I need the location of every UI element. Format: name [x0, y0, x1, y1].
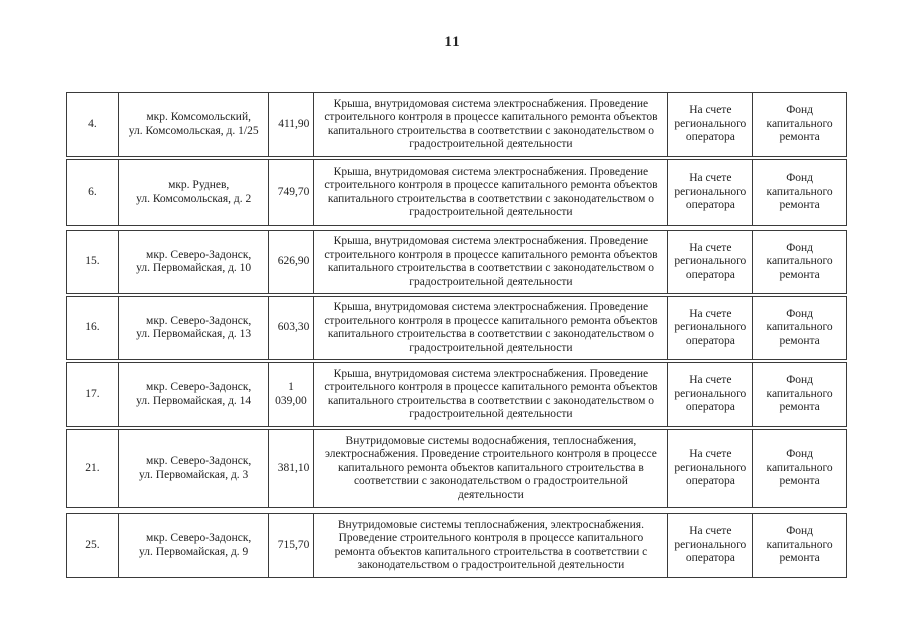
account-type-lines: [674, 242, 746, 283]
account-type-lines: [674, 525, 746, 566]
funding-source: [753, 363, 846, 426]
funding-source-line: ремонта: [779, 401, 820, 414]
account-type-line: На счете: [689, 525, 732, 538]
funding-source-line: ремонта: [779, 334, 820, 347]
account-type-line: На счете: [689, 172, 732, 185]
work-description-line: Крыша, внутридомовая система электроснабжения. Проведение: [333, 165, 649, 178]
funding-source: [753, 297, 846, 359]
funding-source-line: ремонта: [779, 199, 820, 212]
funding-source-line: капитального: [766, 321, 833, 334]
address-district: мкр. Комсомольский,: [146, 111, 251, 123]
work-description-line: капитального строительства в соответствии с законодательством о: [327, 262, 655, 274]
address-street: ул. Первомайская, д. 10: [136, 262, 252, 274]
account-type-line: На счете: [689, 374, 732, 387]
work-description-lines: [324, 166, 657, 220]
address-street: ул. Первомайская, д. 14: [136, 394, 252, 407]
funding-source-lines: [767, 308, 833, 349]
address-cell: [119, 160, 270, 225]
work-description-lines: [324, 301, 657, 355]
account-type: [668, 430, 753, 507]
work-description: [314, 160, 668, 225]
work-description-line: строительного контроля в процессе капитального ремонта объектов: [324, 381, 658, 393]
work-description: [314, 231, 668, 293]
account-type-line: На счете: [689, 307, 732, 320]
address-street: ул. Первомайская, д. 3: [139, 468, 249, 481]
work-description: [314, 430, 668, 507]
account-type-lines: [674, 374, 746, 415]
account-type-line: регионального: [674, 461, 747, 474]
funding-source-lines: [767, 104, 833, 145]
account-type-line: оператора: [685, 401, 735, 414]
area-value: 749,70: [269, 160, 314, 225]
address-street: ул. Комсомольская, д. 1/25: [128, 124, 259, 137]
work-description-line: градостроительной деятельности: [409, 408, 573, 420]
work-description-lines: [325, 435, 657, 503]
address-district: мкр. Северо-Задонск,: [146, 455, 252, 467]
area-value: 381,10: [269, 430, 314, 507]
work-description-line: градостроительной деятельности: [409, 206, 573, 218]
work-description: [314, 93, 668, 156]
address-cell: [119, 93, 270, 156]
funding-source: [753, 231, 846, 293]
funding-source: [753, 160, 846, 225]
account-type-line: регионального: [674, 387, 747, 400]
funding-source-line: ремонта: [779, 552, 820, 565]
account-type-lines: [674, 308, 746, 349]
funding-source-line: капитального: [766, 461, 833, 474]
work-description-line: электроснабжения. Проведение строительного контроля в процессе: [325, 448, 657, 461]
table-row: [66, 362, 847, 427]
row-number: 16.: [67, 297, 119, 359]
work-description-line: градостроительной деятельности: [409, 138, 573, 150]
account-type: [668, 93, 753, 156]
work-description-line: капитального ремонта объектов капитального строительства в: [338, 461, 644, 474]
address-lines: [136, 455, 251, 482]
table-row: [66, 159, 847, 226]
work-description-lines: [324, 235, 657, 289]
funding-source-line: ремонта: [779, 475, 820, 488]
account-type-line: регионального: [674, 185, 747, 198]
address-lines: [136, 532, 251, 559]
account-type: [668, 514, 753, 577]
address-cell: [119, 430, 270, 507]
account-type-lines: [674, 448, 746, 489]
row-number: 25.: [67, 514, 119, 577]
work-description-line: законодательством о градостроительной деятельности: [357, 559, 625, 571]
address-street: ул. Комсомольская, д. 2: [136, 192, 252, 205]
table-row: [66, 296, 847, 360]
funding-source: [753, 93, 846, 156]
work-description-line: строительного контроля в процессе капитального ремонта объектов: [324, 248, 658, 261]
row-number: 21.: [67, 430, 119, 507]
account-type-lines: [674, 104, 746, 145]
funding-source-lines: [767, 242, 833, 283]
address-district: мкр. Северо-Задонск,: [146, 248, 252, 261]
address-cell: [119, 514, 270, 577]
address-lines: [136, 315, 251, 342]
work-description-line: Крыша, внутридомовая система электроснабжения. Проведение: [333, 367, 649, 380]
address-lines: [129, 111, 259, 138]
work-description-line: Крыша, внутридомовая система электроснабжения. Проведение: [333, 301, 649, 313]
address-district: мкр. Северо-Задонск,: [146, 314, 252, 327]
account-type-line: оператора: [685, 268, 735, 281]
work-description-line: деятельности: [458, 488, 524, 501]
work-description-line: Проведение строительного контроля в процессе капитального: [338, 532, 644, 544]
address-district: мкр. Руднев,: [168, 179, 230, 191]
area-value: 603,30: [269, 297, 314, 359]
funding-source-lines: [767, 172, 833, 213]
work-description-line: строительного контроля в процессе капитального ремонта объектов: [324, 179, 658, 191]
area-value: 626,90: [269, 231, 314, 293]
account-type: [668, 160, 753, 225]
account-type: [668, 363, 753, 426]
work-description-line: градостроительной деятельности: [409, 341, 573, 354]
funding-source: [753, 514, 846, 577]
work-description-line: Внутридомовые системы теплоснабжения, электроснабжения.: [337, 518, 644, 531]
work-description: [314, 363, 668, 426]
funding-source-line: ремонта: [779, 268, 820, 281]
account-type-line: На счете: [689, 448, 732, 461]
row-number: 4.: [67, 93, 119, 156]
address-street: ул. Первомайская, д. 9: [139, 545, 249, 558]
table-row: [66, 513, 847, 578]
account-type-line: На счете: [689, 104, 732, 117]
funding-source-line: ремонта: [779, 131, 820, 144]
funding-source: [753, 430, 846, 507]
work-description-line: капитального строительства в соответствии с законодательством о: [327, 394, 655, 407]
page-number: 11: [444, 34, 461, 50]
address-lines: [136, 249, 251, 276]
funding-source-line: Фонд: [786, 448, 814, 461]
account-type-lines: [674, 172, 746, 213]
funding-source-line: капитального: [766, 117, 833, 130]
work-description-line: Внутридомовые системы водоснабжения, теплоснабжения,: [345, 434, 637, 447]
address-district: мкр. Северо-Задонск,: [146, 381, 252, 393]
area-value: 411,90: [269, 93, 314, 156]
account-type-line: На счете: [689, 241, 732, 254]
account-type-line: оператора: [685, 131, 735, 144]
funding-source-line: капитального: [766, 387, 833, 400]
account-type-line: регионального: [674, 117, 747, 130]
account-type-line: оператора: [685, 334, 735, 347]
account-type-line: оператора: [685, 475, 735, 488]
account-type-line: регионального: [674, 538, 747, 551]
work-description-line: капитального строительства в соответствии с законодательством о: [327, 328, 655, 340]
row-number: 17.: [67, 363, 119, 426]
work-description-line: соответствии с законодательством о градостроительной: [353, 475, 628, 488]
work-description-line: капитального строительства в соответствии с законодательством о: [327, 124, 655, 137]
funding-source-line: Фонд: [786, 104, 814, 117]
address-lines: [136, 381, 251, 408]
address-cell: [119, 363, 270, 426]
table-row: [66, 429, 847, 508]
account-type-line: оператора: [685, 199, 735, 212]
address-cell: [119, 297, 270, 359]
row-number: 6.: [67, 160, 119, 225]
funding-source-line: Фонд: [786, 307, 814, 320]
address-street: ул. Первомайская, д. 13: [136, 328, 252, 340]
account-type-line: регионального: [674, 255, 747, 268]
work-description-line: Крыша, внутридомовая система электроснабжения. Проведение: [333, 235, 649, 247]
funding-source-line: капитального: [766, 255, 833, 268]
area-value: 715,70: [269, 514, 314, 577]
work-description-lines: [324, 368, 657, 422]
funding-source-line: Фонд: [786, 172, 814, 185]
work-description: [314, 297, 668, 359]
funding-source-lines: [767, 448, 833, 489]
address-lines: [136, 179, 251, 206]
area-value: 1 039,00: [269, 363, 314, 426]
address-district: мкр. Северо-Задонск,: [146, 532, 252, 544]
funding-source-lines: [767, 374, 833, 415]
work-description-line: Крыша, внутридомовая система электроснабжения. Проведение: [333, 97, 649, 110]
table-row: [66, 92, 847, 157]
account-type: [668, 231, 753, 293]
funding-source-line: капитального: [766, 538, 833, 551]
account-type-line: регионального: [674, 321, 747, 334]
work-description-line: ремонта объектов капитального строительства в соответствии с: [334, 545, 648, 558]
account-type-line: оператора: [685, 552, 735, 565]
work-description-line: капитального строительства в соответствии с законодательством о: [327, 192, 655, 205]
funding-source-line: Фонд: [786, 374, 814, 387]
address-cell: [119, 231, 270, 293]
funding-source-line: Фонд: [786, 241, 814, 254]
work-description-lines: [324, 98, 657, 152]
work-description-line: градостроительной деятельности: [409, 275, 573, 288]
work-description-line: строительного контроля в процессе капитального ремонта объектов: [324, 111, 658, 123]
funding-source-line: капитального: [766, 185, 833, 198]
row-number: 15.: [67, 231, 119, 293]
work-description: [314, 514, 668, 577]
funding-source-lines: [767, 525, 833, 566]
work-description-line: строительного контроля в процессе капитального ремонта объектов: [324, 314, 658, 327]
work-description-lines: [335, 519, 648, 573]
table-row: [66, 230, 847, 294]
funding-source-line: Фонд: [786, 525, 814, 538]
account-type: [668, 297, 753, 359]
